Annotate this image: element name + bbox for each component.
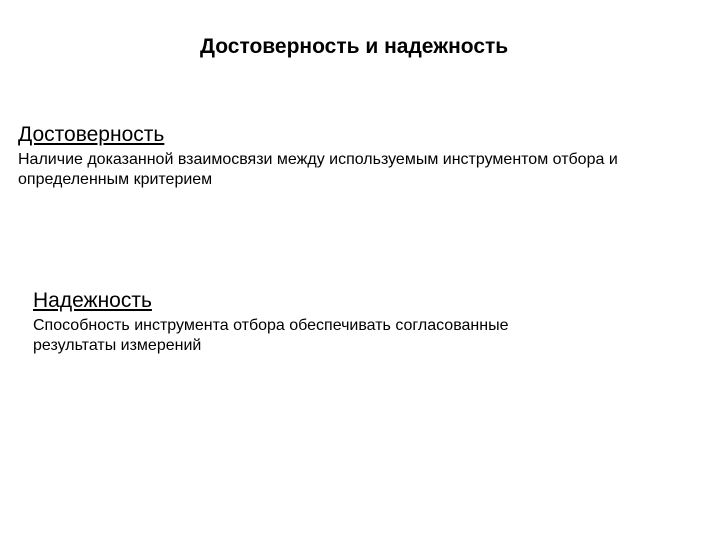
slide-title: Достоверность и надежность — [200, 35, 509, 58]
section-reliability — [33, 288, 693, 356]
section-body-validity: Наличие доказанной взаимосвязи между используемым инструментом отбора и определенным критерием — [18, 151, 618, 188]
section-body-reliability: Способность инструмента отбора обеспечивать согласованные результаты измерений — [33, 317, 509, 354]
section-heading-validity: Достоверность — [18, 123, 165, 146]
section-validity — [18, 122, 698, 190]
section-heading-reliability: Надежность — [33, 289, 152, 312]
